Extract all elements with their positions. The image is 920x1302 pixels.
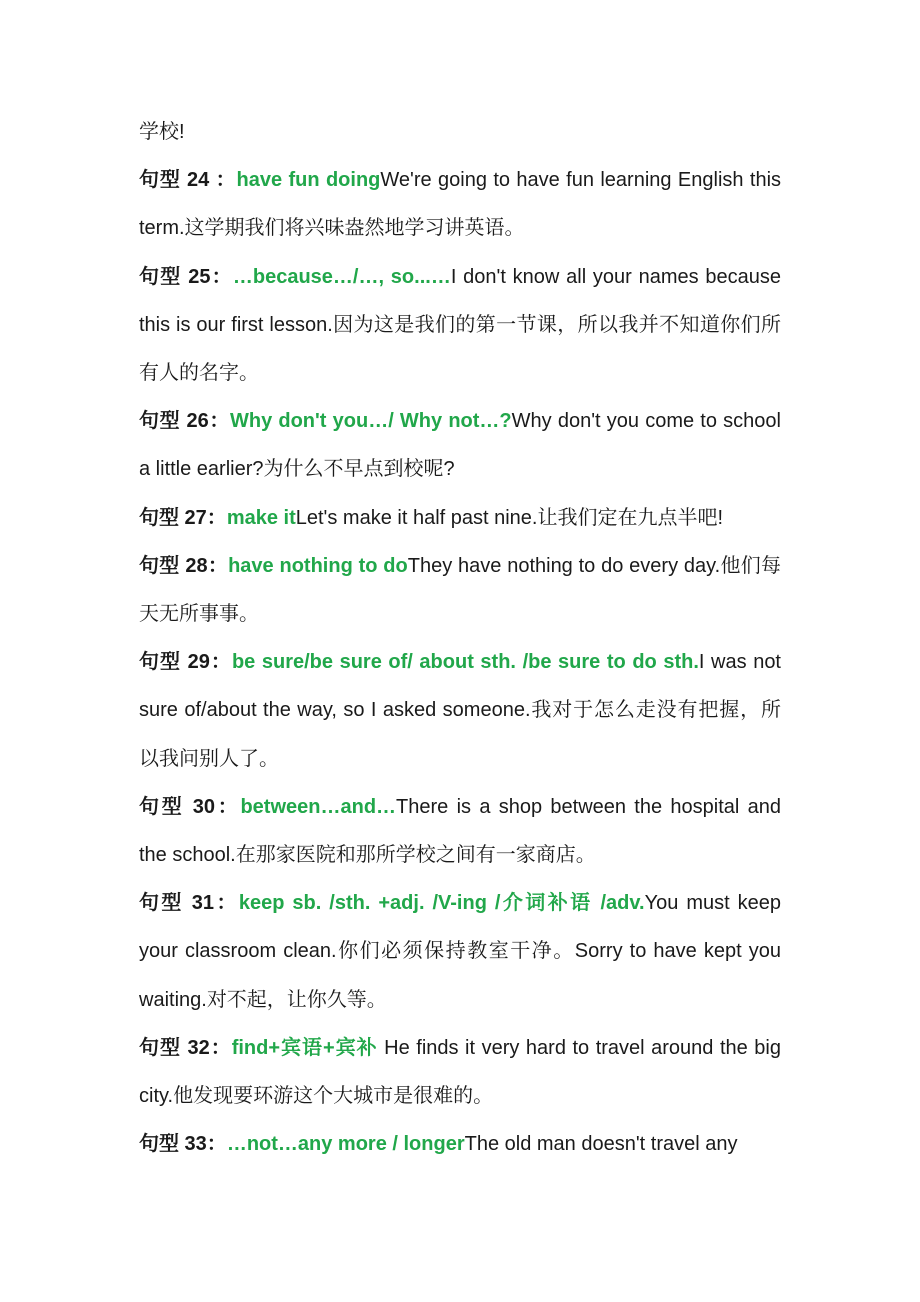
sentence-pattern-26 [139,397,781,493]
sentence-pattern-27 [139,494,781,542]
pattern-formula: between…and… [240,795,397,818]
pattern-formula: find+宾语+宾补 [231,1036,378,1059]
pattern-example: The old man doesn't travel any [464,1133,738,1156]
pattern-example: They have nothing to do every day.他们每天无所事事。 [139,554,781,626]
pattern-example: I don't know all your names because this is our first lesson.因为这是我们的第一节课，所以我并不知道你们所有人的名字。 [139,265,782,385]
pattern-formula: have fun doing [236,169,381,192]
pattern-formula: be sure/be sure of/ about sth. /be sure to do sth. [231,651,699,674]
pattern-label: 句型 27： [139,506,227,529]
pattern-example: Let's make it half past nine.让我们定在九点半吧! [295,506,724,529]
pattern-example: He finds it very hard to travel around the big city.他发现要环游这个大城市是很难的。 [139,1036,781,1108]
document-page [139,108,781,1168]
pattern-formula: …not…any more / longer [226,1133,465,1156]
sentence-pattern-25 [139,253,781,398]
pattern-formula: have nothing to do [228,554,408,577]
pattern-label: 句型 33： [139,1133,227,1156]
sentence-pattern-28 [139,542,781,638]
pattern-label: 句型 31： [139,892,239,915]
sentence-pattern-33 [139,1120,781,1168]
pattern-formula: Why don't you…/ Why not…? [229,410,512,433]
pattern-formula: …because…/…, so...… [232,265,451,288]
pattern-label: 句型 29： [139,651,232,674]
pattern-label: 句型 30： [139,795,241,818]
intro-tail-text: 学校! [139,121,185,143]
pattern-label: 句型 24 ： [139,169,237,192]
sentence-pattern-32 [139,1024,781,1120]
pattern-label: 句型 26： [139,410,230,433]
pattern-formula: keep sb. /sth. +adj. /V-ing /介词补语 /adv. [238,892,645,915]
pattern-example: Why don't you come to school a little earlier?为什么不早点到校呢? [139,410,781,481]
sentence-pattern-30 [139,783,781,879]
pattern-label: 句型 25： [139,265,233,288]
pattern-example: I was not sure of/about the way, so I asked someone.我对于怎么走没有把握，所以我问别人了。 [139,651,781,770]
sentence-pattern-29 [139,638,781,783]
pattern-example: You must keep your classroom clean.你们必须保持教室干净。Sorry to have kept you waiting.对不起，让你久等。 [139,892,781,1011]
pattern-example: We're going to have fun learning English this term.这学期我们将兴味盎然地学习讲英语。 [139,169,782,240]
pattern-formula: make it [226,506,296,529]
pattern-label: 句型 32： [139,1036,232,1059]
pattern-example: There is a shop between the hospital and the school.在那家医院和那所学校之间有一家商店。 [139,795,781,867]
sentence-pattern-31 [139,879,781,1024]
sentence-pattern-24 [139,156,781,252]
intro-tail [139,108,781,156]
pattern-label: 句型 28： [139,554,229,577]
